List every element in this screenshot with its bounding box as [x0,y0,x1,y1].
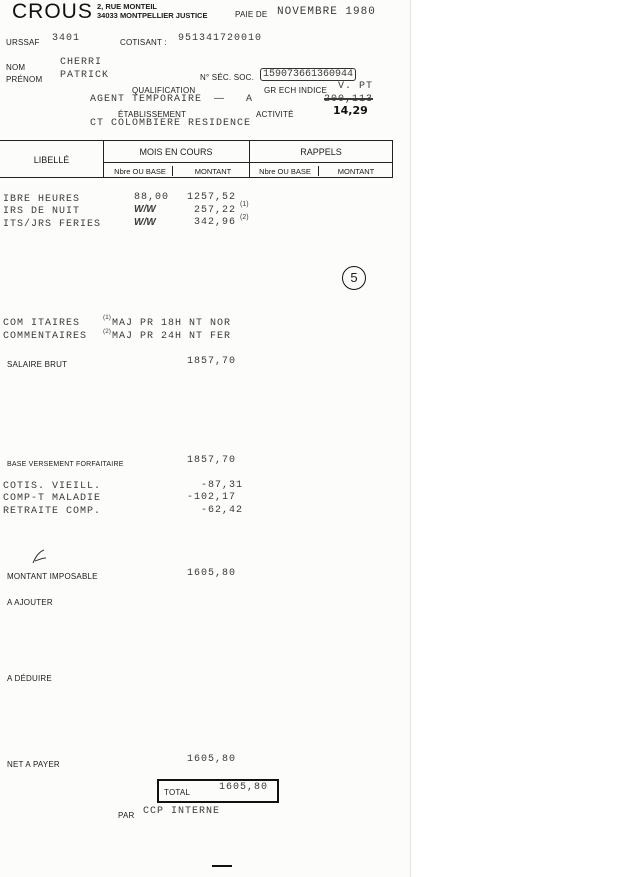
line-label: IBRE HEURES [3,194,81,205]
activite-label: ACTIVITÉ [256,110,294,119]
base-versement-value: 1857,70 [187,455,237,466]
col-nbre-ou-base: Nbre OU BASE [114,167,166,176]
deduction-value: -102,17 [187,492,237,503]
qualification-dash: — [214,93,224,104]
col-montant: MONTANT [194,167,232,176]
comment-label: COMMENTAIRES [3,331,88,342]
comment-text: MAJ PR 24H NT FER [112,331,232,342]
line-label: ITS/JRS FERIES [3,219,102,230]
pay-period-value: NOVEMBRE 1980 [277,6,376,18]
comment-text: MAJ PR 18H NT NOR [112,318,232,329]
urssaf-value: 3401 [52,33,81,44]
line-montant: 342,96 [194,217,237,228]
bottom-mark [212,865,232,867]
qualification-label: QUALIFICATION [132,86,196,95]
cotisant-value: 951341720010 [178,33,263,44]
col-montant-rappels: MONTANT [337,167,375,176]
address-line-2: 34033 MONTPELLIER JUSTICE [97,11,208,20]
cotisant-label: COTISANT : [120,38,167,47]
etablissement-value: CT COLOMBIERE RESIDENCE [90,118,252,129]
montant-imposable-value: 1605,80 [187,568,237,579]
crous-logo: CROUS [12,0,93,23]
urssaf-label: URSSAF [6,38,40,47]
prenom-label: PRÉNOM [6,75,43,84]
deduction-value: -87,31 [201,480,244,491]
address-line-1: 2, RUE MONTEIL [97,2,158,11]
line-label: IRS DE NUIT [3,206,81,217]
salaire-brut-label: SALAIRE BRUT [7,360,68,369]
grade-value: A [246,94,254,105]
col-libelle: LIBELLÉ [33,155,70,165]
line-note: (2) [240,214,249,221]
comment-note: (1) [103,314,111,321]
gr-ech-indice-label: GR ECH INDICE [264,86,328,95]
secu-label: N° SÉC. SOC. [200,73,255,82]
pen-scribble [30,548,48,566]
deduction-label: COTIS. VIEILL. [3,481,102,492]
comment-note: (2) [103,328,111,335]
total-label: TOTAL [164,788,191,797]
line-montant: 257,22 [194,205,237,216]
nom-label: NOM [6,63,26,72]
a-ajouter-label: A AJOUTER [7,598,53,607]
net-a-payer-value: 1605,80 [187,754,237,765]
par-label: PAR [118,811,135,820]
deduction-value: -62,42 [201,505,244,516]
qualification-value: AGENT TEMPORAIRE [90,94,203,105]
line-note: (1) [240,201,249,208]
deduction-label: COMP-T MALADIE [3,493,102,504]
col-rappels: RAPPELS [300,147,342,157]
line-base: W/W [134,204,156,215]
line-base: 88,00 [134,192,170,203]
nom-value: CHERRI [60,57,103,68]
line-base: W/W [134,217,156,228]
etablissement-label: ÉTABLISSEMENT [118,110,187,119]
col-mois-en-cours: MOIS EN COURS [139,147,213,157]
total-box [157,779,279,803]
net-a-payer-label: NET A PAYER [7,760,60,769]
montant-imposable-label: MONTANT IMPOSABLE [7,572,98,581]
vpt-value: V. PT [338,81,374,92]
deduction-label: RETRAITE COMP. [3,506,102,517]
indice-struck-value: 200,113 [324,94,374,105]
line-montant: 1257,52 [187,192,237,203]
circled-annotation: 5 [342,266,366,290]
par-value: CCP INTERNE [143,806,221,817]
salaire-brut-value: 1857,70 [187,356,237,367]
table-header [0,140,393,178]
a-deduire-label: A DÉDUIRE [7,674,52,683]
total-value: 1605,80 [219,782,269,793]
comment-label: COM ITAIRES [3,318,81,329]
secu-value: 159073661360944 [260,68,356,81]
prenom-value: PATRICK [60,70,110,81]
pay-period-label: PAIE DE [235,10,268,19]
col-nbre-ou-base-rappels: Nbre OU BASE [259,167,311,176]
activite-value: 14,29 [333,104,368,117]
base-versement-label: BASE VERSEMENT FORFAITAIRE [7,461,124,468]
